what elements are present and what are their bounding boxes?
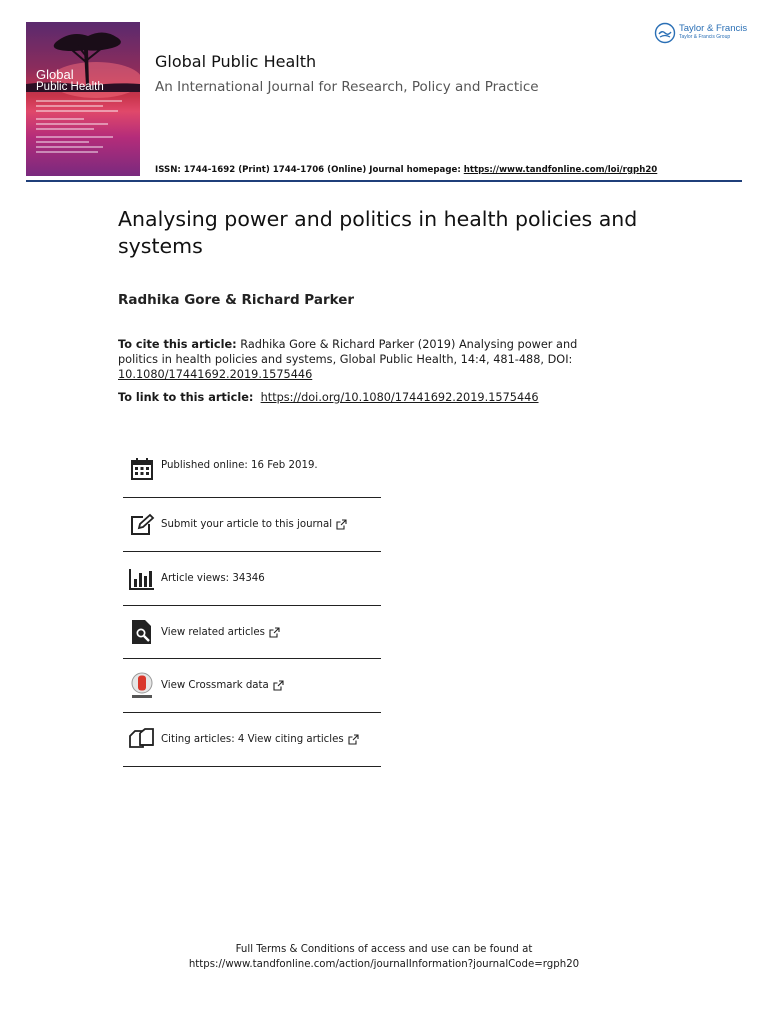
cover-title-line2: Public Health xyxy=(36,81,104,93)
issn-line xyxy=(155,165,657,175)
article-info-list xyxy=(123,448,381,767)
crossmark-icon xyxy=(127,671,157,701)
submit-article-link[interactable]: Submit your article to this journal xyxy=(161,519,333,530)
external-link-icon xyxy=(348,734,359,745)
publisher-name: Taylor & Francis xyxy=(679,23,748,34)
edit-icon xyxy=(127,510,157,540)
search-document-icon xyxy=(127,617,157,647)
terms-footer-line1: Full Terms & Conditions of access and use can be found at xyxy=(235,944,533,955)
journal-homepage-link[interactable]: https://www.tandfonline.com/loi/rgph20 xyxy=(463,165,658,175)
article-views-row xyxy=(123,552,381,606)
external-link-icon xyxy=(336,519,347,530)
citing-articles-row[interactable] xyxy=(123,713,381,767)
cite-label: To cite this article: xyxy=(118,338,237,351)
citation-block xyxy=(118,337,578,382)
article-title: Analysing power and politics in health policies and systems xyxy=(118,207,638,258)
published-online-text: Published online: 16 Feb 2019. xyxy=(161,460,318,471)
header-divider xyxy=(26,180,742,182)
external-link-icon xyxy=(269,627,280,638)
article-link-line xyxy=(118,391,539,404)
cover-title xyxy=(36,68,104,94)
journal-title: Global Public Health xyxy=(155,52,317,71)
taylor-francis-logo[interactable] xyxy=(654,22,747,44)
terms-footer xyxy=(0,942,768,972)
calendar-icon xyxy=(127,454,157,484)
cite-doi-link[interactable]: 10.1080/17441692.2019.1575446 xyxy=(118,368,313,381)
citing-pages-icon xyxy=(127,725,157,755)
article-views-text: Article views: 34346 xyxy=(161,573,265,584)
crossmark-link[interactable]: View Crossmark data xyxy=(161,680,269,691)
crossmark-row[interactable] xyxy=(123,659,381,713)
related-articles-link[interactable]: View related articles xyxy=(161,626,265,638)
cite-text: Radhika Gore & Richard Parker (2019) Analysing power and politics in health policies and systems, Global Public Health, 14:4, 481-488, DOI: xyxy=(118,338,578,366)
published-online-row xyxy=(123,448,381,498)
issn-text: ISSN: 1744-1692 (Print) 1744-1706 (Online) Journal homepage: xyxy=(155,165,464,175)
cover-title-line1: Global xyxy=(36,67,74,82)
terms-footer-link[interactable]: https://www.tandfonline.com/action/journalInformation?journalCode=rgph20 xyxy=(188,959,580,970)
citing-articles-link[interactable]: Citing articles: 4 View citing articles xyxy=(161,734,344,745)
article-doi-link[interactable]: https://doi.org/10.1080/17441692.2019.1575446 xyxy=(260,391,539,404)
publisher-logo-icon xyxy=(654,22,676,44)
submit-article-row[interactable] xyxy=(123,498,381,552)
bar-chart-icon xyxy=(127,564,157,594)
external-link-icon xyxy=(273,680,284,691)
link-label: To link to this article: xyxy=(118,391,254,404)
journal-subtitle: An International Journal for Research, Policy and Practice xyxy=(155,79,539,95)
publisher-group: Taylor & Francis Group xyxy=(679,34,731,40)
article-authors: Radhika Gore & Richard Parker xyxy=(118,292,355,308)
cover-text-lines xyxy=(36,100,132,156)
journal-cover-image xyxy=(26,22,140,176)
related-articles-row[interactable] xyxy=(123,606,381,659)
